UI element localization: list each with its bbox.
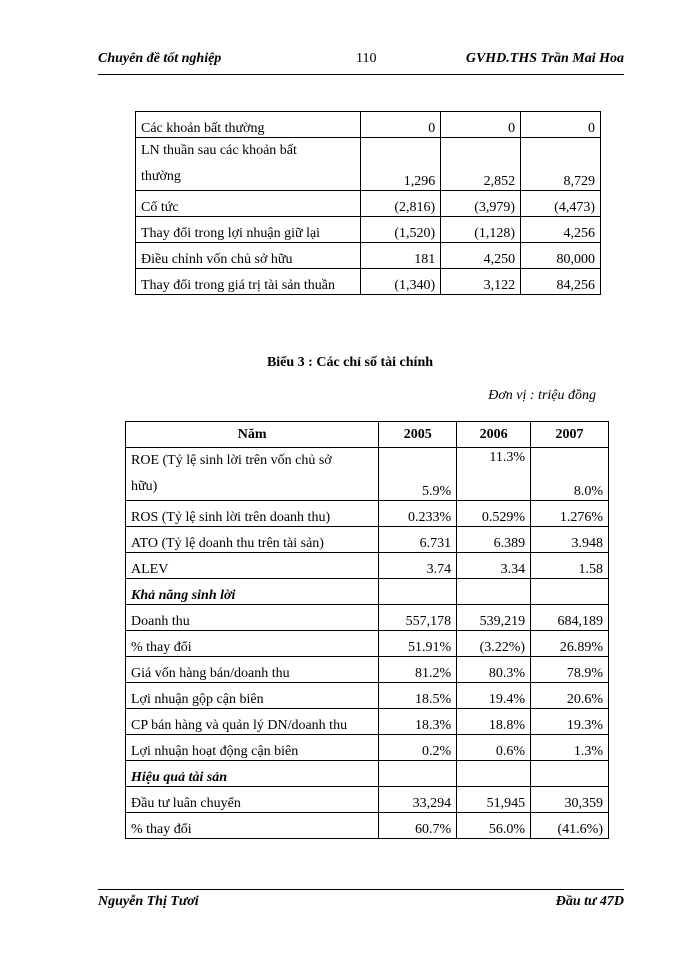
row-label-line1: LN thuần sau các khoản bất — [141, 143, 297, 158]
value-2007: 3.948 — [531, 527, 609, 553]
value-2006: 56.0% — [457, 813, 531, 839]
table-row — [126, 527, 609, 553]
row-label — [126, 448, 379, 501]
page-footer — [98, 892, 624, 916]
table-row — [136, 112, 601, 138]
value-2006: (3,979) — [441, 191, 521, 217]
row-label: ALEV — [126, 553, 379, 579]
page-header — [98, 48, 624, 74]
row-label: ATO (Tỷ lệ doanh thu trên tài sản) — [126, 527, 379, 553]
table-row — [136, 217, 601, 243]
value-2006: 11.3% — [457, 448, 531, 501]
value-2006: 539,219 — [457, 605, 531, 631]
section-asset-efficiency: Hiệu quả tài sản — [126, 761, 379, 787]
value-2006: 6.389 — [457, 527, 531, 553]
table-row — [136, 138, 601, 191]
value-2006: (3.22%) — [457, 631, 531, 657]
row-label: Giá vốn hàng bán/doanh thu — [126, 657, 379, 683]
table-row — [126, 709, 609, 735]
value-2005: 60.7% — [379, 813, 457, 839]
value-2005: 1,296 — [361, 138, 441, 191]
retained-earnings-table — [135, 111, 601, 295]
financial-ratios-table — [125, 421, 609, 839]
value-2007: 84,256 — [521, 269, 601, 295]
row-label — [136, 138, 361, 191]
empty-cell — [457, 579, 531, 605]
value-2007: 1.3% — [531, 735, 609, 761]
unit-note: Đơn vị : triệu đồng — [488, 388, 596, 403]
value-2005: 0.233% — [379, 501, 457, 527]
value-2007: 684,189 — [531, 605, 609, 631]
value-2005: 0.2% — [379, 735, 457, 761]
value-2007: 8.0% — [531, 448, 609, 501]
value-2007: 20.6% — [531, 683, 609, 709]
footer-author: Nguyễn Thị Tươi — [98, 894, 199, 909]
value-2007: (41.6%) — [531, 813, 609, 839]
row-label: Lợi nhuận hoạt động cận biên — [126, 735, 379, 761]
value-2005: 18.5% — [379, 683, 457, 709]
value-2006: 51,945 — [457, 787, 531, 813]
row-label: Lợi nhuận gộp cận biên — [126, 683, 379, 709]
section-row — [126, 579, 609, 605]
value-2006: 19.4% — [457, 683, 531, 709]
table-row — [126, 735, 609, 761]
table-row — [126, 448, 609, 501]
value-2005: 557,178 — [379, 605, 457, 631]
table-row — [126, 787, 609, 813]
empty-cell — [457, 761, 531, 787]
value-2007: 19.3% — [531, 709, 609, 735]
value-2006: 18.8% — [457, 709, 531, 735]
table-row — [126, 683, 609, 709]
footer-class: Đầu tư 47D — [555, 894, 624, 909]
value-2006: 3.34 — [457, 553, 531, 579]
empty-cell — [379, 579, 457, 605]
value-2006: 0.529% — [457, 501, 531, 527]
row-label-line1: ROE (Tỷ lệ sinh lời trên vốn chủ sở — [131, 453, 332, 468]
value-2005: (2,816) — [361, 191, 441, 217]
value-2007: 30,359 — [531, 787, 609, 813]
value-2005: 81.2% — [379, 657, 457, 683]
table-row — [126, 605, 609, 631]
section-profitability: Khả năng sinh lời — [126, 579, 379, 605]
empty-cell — [531, 761, 609, 787]
value-2005: 6.731 — [379, 527, 457, 553]
header-2007: 2007 — [531, 422, 609, 448]
table-row — [136, 191, 601, 217]
value-2005: (1,340) — [361, 269, 441, 295]
row-label: Thay đổi trong giá trị tài sản thuần — [136, 269, 361, 295]
value-2006: 4,250 — [441, 243, 521, 269]
value-2007: 26.89% — [531, 631, 609, 657]
value-2007: 1.58 — [531, 553, 609, 579]
row-label: % thay đổi — [126, 631, 379, 657]
value-2005: (1,520) — [361, 217, 441, 243]
row-label: ROS (Tỷ lệ sinh lời trên doanh thu) — [126, 501, 379, 527]
header-year-label: Năm — [126, 422, 379, 448]
table-row — [126, 657, 609, 683]
row-label-line2: thường — [141, 169, 181, 184]
value-2005: 5.9% — [379, 448, 457, 501]
header-title: Chuyên đề tốt nghiệp — [98, 51, 222, 66]
table-caption: Biểu 3 : Các chỉ số tài chính — [266, 355, 434, 370]
value-2006: (1,128) — [441, 217, 521, 243]
value-2005: 18.3% — [379, 709, 457, 735]
empty-cell — [379, 761, 457, 787]
row-label: Các khoản bất thường — [136, 112, 361, 138]
header-divider — [98, 74, 624, 75]
value-2007: 0 — [521, 112, 601, 138]
value-2005: 181 — [361, 243, 441, 269]
header-2006: 2006 — [457, 422, 531, 448]
section-row — [126, 761, 609, 787]
row-label: Cổ tức — [136, 191, 361, 217]
value-2006: 2,852 — [441, 138, 521, 191]
value-2006: 3,122 — [441, 269, 521, 295]
row-label: Doanh thu — [126, 605, 379, 631]
value-2007: 80,000 — [521, 243, 601, 269]
row-label: % thay đổi — [126, 813, 379, 839]
table-row — [126, 553, 609, 579]
row-label: Đầu tư luân chuyển — [126, 787, 379, 813]
value-2007: 1.276% — [531, 501, 609, 527]
row-label: Điều chỉnh vốn chủ sở hữu — [136, 243, 361, 269]
value-2006: 0.6% — [457, 735, 531, 761]
table-row — [136, 243, 601, 269]
value-2006: 80.3% — [457, 657, 531, 683]
table-row — [126, 631, 609, 657]
row-label: CP bán hàng và quản lý DN/doanh thu — [126, 709, 379, 735]
footer-divider — [98, 889, 624, 890]
value-2005: 33,294 — [379, 787, 457, 813]
value-2007: (4,473) — [521, 191, 601, 217]
table-row — [126, 501, 609, 527]
header-advisor: GVHD.THS Trần Mai Hoa — [465, 51, 624, 66]
page-number: 110 — [356, 51, 377, 66]
value-2007: 8,729 — [521, 138, 601, 191]
header-row — [126, 422, 609, 448]
value-2007: 78.9% — [531, 657, 609, 683]
value-2006: 0 — [441, 112, 521, 138]
table-row — [136, 269, 601, 295]
header-2005: 2005 — [379, 422, 457, 448]
table-row — [126, 813, 609, 839]
value-2007: 4,256 — [521, 217, 601, 243]
row-label: Thay đổi trong lợi nhuận giữ lại — [136, 217, 361, 243]
row-label-line2: hữu) — [131, 479, 158, 494]
value-2005: 0 — [361, 112, 441, 138]
value-2005: 3.74 — [379, 553, 457, 579]
empty-cell — [531, 579, 609, 605]
value-2005: 51.91% — [379, 631, 457, 657]
